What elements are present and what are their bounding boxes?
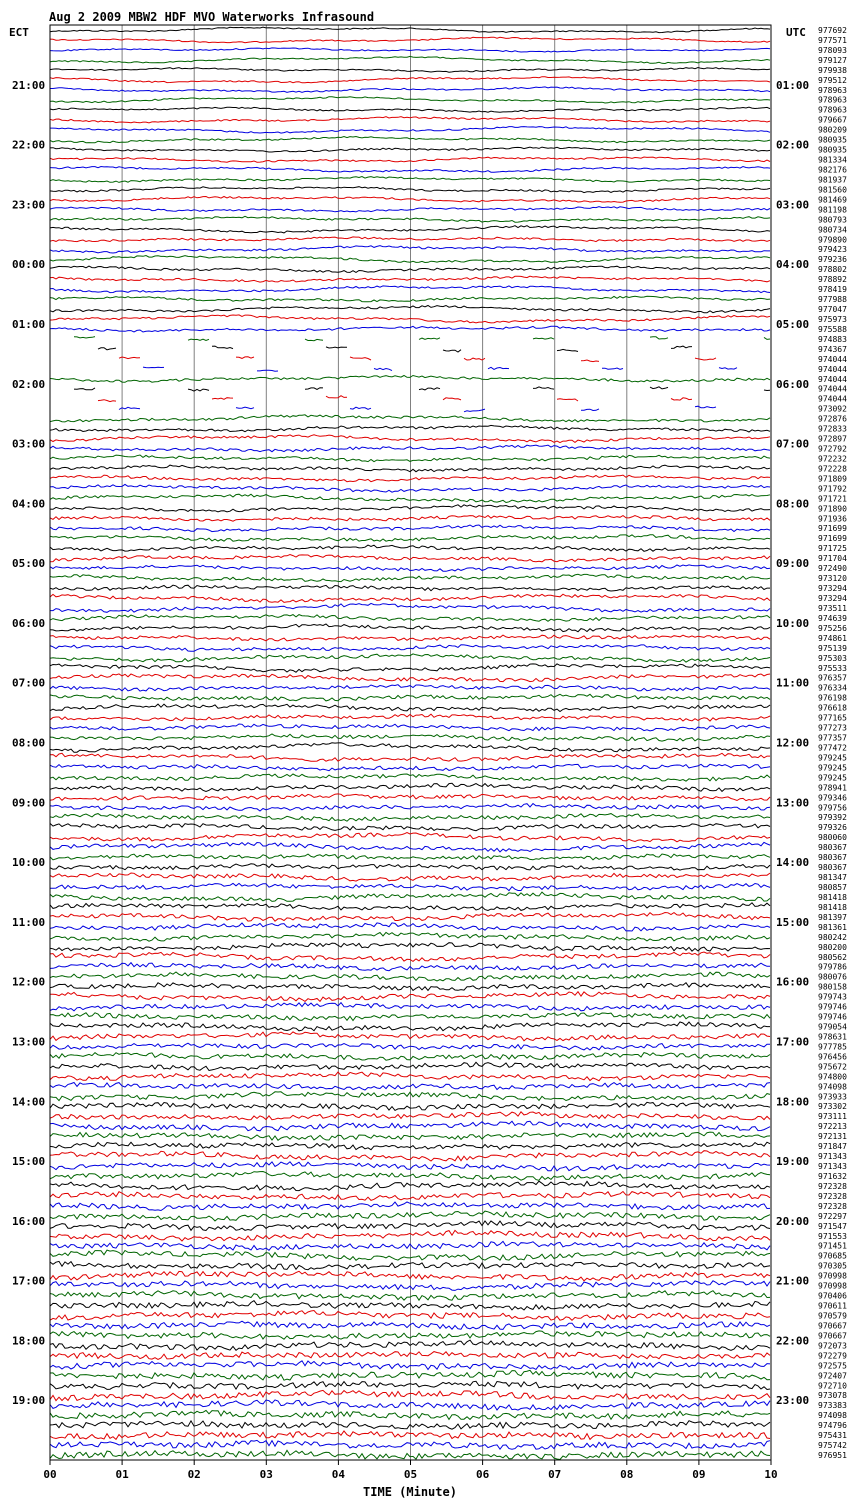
trace-value-label: 971936 [818, 514, 847, 524]
trace-value-label: 971699 [818, 524, 847, 534]
trace-line [143, 367, 737, 371]
right-hour-label: 03:00 [776, 198, 810, 212]
trace-value-label: 980209 [818, 125, 847, 135]
trace-value-label: 979938 [818, 65, 847, 75]
left-hour-label: 00:00 [12, 258, 46, 272]
left-hour-label: 14:00 [12, 1095, 46, 1109]
trace-value-label: 971699 [818, 534, 847, 544]
left-hour-label: 19:00 [12, 1394, 46, 1408]
trace-value-label: 979245 [818, 763, 847, 773]
left-hour-label: 22:00 [12, 138, 46, 152]
trace-value-label: 974044 [818, 354, 847, 364]
right-hour-labels [776, 79, 809, 1407]
trace-value-label: 975742 [818, 1441, 847, 1451]
trace-value-label: 980935 [818, 135, 847, 145]
trace-value-label: 972575 [818, 1361, 847, 1371]
trace-value-label: 972232 [818, 454, 847, 464]
trace-value-label: 980076 [818, 972, 847, 982]
trace-value-label: 981334 [818, 155, 847, 165]
x-tick-label: 04 [331, 1468, 346, 1481]
trace-value-label: 970685 [818, 1251, 847, 1261]
trace-value-label: 972876 [818, 414, 847, 424]
x-tick-label: 10 [764, 1468, 778, 1481]
right-hour-label: 21:00 [776, 1274, 810, 1288]
right-hour-label: 20:00 [776, 1214, 810, 1228]
trace-value-label: 976334 [818, 683, 847, 693]
trace-value-label: 971847 [818, 1142, 847, 1152]
trace-value-label: 980734 [818, 225, 847, 235]
trace-value-label: 977273 [818, 723, 847, 733]
trace-value-label: 974044 [818, 374, 847, 384]
trace-value-label: 977047 [818, 305, 847, 315]
trace-value-label: 981397 [818, 912, 847, 922]
trace-value-label: 972073 [818, 1341, 847, 1351]
trace-value-label: 979245 [818, 773, 847, 783]
trace-value-label: 981560 [818, 185, 847, 195]
trace-value-label: 972328 [818, 1191, 847, 1201]
right-hour-label: 07:00 [776, 437, 810, 451]
x-tick-label: 00 [43, 1468, 57, 1481]
trace-value-label: 970305 [818, 1261, 847, 1271]
trace-line [74, 337, 770, 341]
trace-value-label: 980200 [818, 942, 847, 952]
trace-value-label: 974098 [818, 1082, 847, 1092]
trace-value-label: 970998 [818, 1271, 847, 1281]
trace-value-label: 976618 [818, 703, 847, 713]
trace-value-label: 978963 [818, 85, 847, 95]
left-hour-label: 13:00 [12, 1035, 46, 1049]
trace-value-label: 972792 [818, 444, 847, 454]
trace-value-label: 979392 [818, 813, 847, 823]
trace-value-label: 978963 [818, 95, 847, 105]
left-hour-label: 04:00 [12, 497, 46, 511]
right-hour-label: 15:00 [776, 915, 810, 929]
trace-value-label: 981347 [818, 873, 847, 883]
left-hour-label: 08:00 [12, 736, 46, 750]
trace-value-label: 970998 [818, 1281, 847, 1291]
trace-value-label: 973933 [818, 1092, 847, 1102]
trace-value-label: 971809 [818, 474, 847, 484]
trace-value-label: 976357 [818, 673, 847, 683]
trace-value-label: 982176 [818, 165, 847, 175]
trace-value-label: 974800 [818, 1072, 847, 1082]
x-tick-label: 07 [548, 1468, 562, 1481]
trace-value-label: 977692 [818, 25, 847, 35]
trace-value-label: 979236 [818, 255, 847, 265]
right-hour-label: 01:00 [776, 78, 810, 92]
trace-value-label: 970667 [818, 1321, 847, 1331]
trace-value-label: 974367 [818, 344, 847, 354]
trace-value-label: 971792 [818, 484, 847, 494]
trace-value-label: 973111 [818, 1112, 847, 1122]
trace-value-label: 972228 [818, 464, 847, 474]
trace-line [98, 396, 692, 402]
x-tick-label: 08 [620, 1468, 634, 1481]
trace-value-label: 980367 [818, 863, 847, 873]
trace-value-label: 973294 [818, 594, 847, 604]
left-hour-label: 09:00 [12, 796, 46, 810]
trace-value-label: 974639 [818, 613, 847, 623]
right-hour-label: 10:00 [776, 616, 810, 630]
trace-value-label: 980935 [818, 145, 847, 155]
trace-value-label: 978093 [818, 45, 847, 55]
trace-value-label: 977357 [818, 733, 847, 743]
trace-value-label: 979423 [818, 245, 847, 255]
trace-value-label: 980793 [818, 215, 847, 225]
trace-value-label: 981937 [818, 175, 847, 185]
right-hour-label: 04:00 [776, 258, 810, 272]
trace-value-label: 981418 [818, 902, 847, 912]
trace-value-label: 981469 [818, 195, 847, 205]
trace-value-label: 973302 [818, 1102, 847, 1112]
left-hour-label: 01:00 [12, 317, 46, 331]
trace-value-label: 970611 [818, 1301, 847, 1311]
trace-value-label: 970579 [818, 1311, 847, 1321]
trace-value-label: 976456 [818, 1052, 847, 1062]
left-hour-label: 15:00 [12, 1155, 46, 1169]
trace-value-label: 971547 [818, 1221, 847, 1231]
x-tick-labels [43, 1460, 777, 1481]
left-hour-label: 12:00 [12, 975, 46, 989]
trace-value-label: 975973 [818, 314, 847, 324]
trace-value-label: 975533 [818, 663, 847, 673]
trace-value-label: 970406 [818, 1291, 847, 1301]
trace-value-label: 973383 [818, 1401, 847, 1411]
trace-value-label: 978631 [818, 1032, 847, 1042]
x-axis-label: TIME (Minute) [363, 1485, 457, 1499]
trace-value-label: 971890 [818, 504, 847, 514]
trace-value-label: 977785 [818, 1042, 847, 1052]
trace-value-label: 979667 [818, 115, 847, 125]
x-tick-label: 06 [475, 1468, 490, 1481]
trace-value-label: 979746 [818, 1012, 847, 1022]
trace-value-label: 972833 [818, 424, 847, 434]
x-tick-label: 02 [187, 1468, 201, 1481]
right-hour-label: 11:00 [776, 676, 810, 690]
left-hour-label: 10:00 [12, 856, 46, 870]
trace-value-label: 978941 [818, 783, 847, 793]
right-hour-label: 17:00 [776, 1035, 810, 1049]
left-hour-label: 21:00 [12, 78, 46, 92]
trace-value-label: 975139 [818, 643, 847, 653]
trace-value-label: 972131 [818, 1132, 847, 1142]
trace-value-label: 975303 [818, 653, 847, 663]
right-value-labels [818, 26, 847, 1460]
trace-value-label: 974044 [818, 364, 847, 374]
trace-value-label: 980242 [818, 932, 847, 942]
trace-value-label: 980060 [818, 833, 847, 843]
trace-value-label: 971451 [818, 1241, 847, 1251]
trace-value-label: 971725 [818, 544, 847, 554]
trace-value-label: 974044 [818, 384, 847, 394]
left-hour-label: 03:00 [12, 437, 46, 451]
trace-value-label: 980158 [818, 982, 847, 992]
trace-value-label: 975672 [818, 1062, 847, 1072]
right-hour-label: 16:00 [776, 975, 810, 989]
trace-value-label: 974098 [818, 1411, 847, 1421]
x-tick-label: 09 [692, 1468, 706, 1481]
trace-value-label: 977988 [818, 295, 847, 305]
trace-value-label: 979743 [818, 992, 847, 1002]
left-timezone-label: ECT [9, 26, 29, 39]
left-hour-label: 05:00 [12, 557, 46, 571]
left-hour-label: 23:00 [12, 198, 46, 212]
trace-value-label: 975256 [818, 623, 847, 633]
trace-value-label: 973120 [818, 574, 847, 584]
right-hour-label: 08:00 [776, 497, 810, 511]
trace-value-label: 974861 [818, 633, 847, 643]
trace-value-label: 970667 [818, 1331, 847, 1341]
trace-value-label: 979326 [818, 823, 847, 833]
trace-value-label: 971704 [818, 554, 847, 564]
trace-value-label: 972328 [818, 1201, 847, 1211]
trace-value-label: 976951 [818, 1451, 847, 1461]
right-hour-label: 05:00 [776, 317, 810, 331]
right-hour-label: 18:00 [776, 1095, 810, 1109]
trace-value-label: 980562 [818, 952, 847, 962]
trace-value-label: 973511 [818, 603, 847, 613]
right-hour-label: 12:00 [776, 736, 810, 750]
trace-value-label: 972328 [818, 1181, 847, 1191]
right-hour-label: 23:00 [776, 1394, 810, 1408]
trace-value-label: 979346 [818, 793, 847, 803]
trace-value-label: 981418 [818, 892, 847, 902]
right-timezone-label: UTC [786, 26, 806, 39]
trace-value-label: 977571 [818, 35, 847, 45]
trace-value-label: 979890 [818, 235, 847, 245]
trace-value-label: 972710 [818, 1381, 847, 1391]
trace-value-label: 981198 [818, 205, 847, 215]
left-hour-label: 16:00 [12, 1214, 46, 1228]
trace-value-label: 979786 [818, 962, 847, 972]
trace-value-label: 972407 [818, 1371, 847, 1381]
x-tick-label: 03 [259, 1468, 273, 1481]
trace-value-label: 980367 [818, 843, 847, 853]
trace-value-label: 972279 [818, 1351, 847, 1361]
trace-value-label: 978802 [818, 265, 847, 275]
trace-line [98, 346, 692, 352]
trace-value-label: 979245 [818, 753, 847, 763]
trace-value-label: 978963 [818, 105, 847, 115]
trace-value-label: 971632 [818, 1171, 847, 1181]
trace-value-label: 974883 [818, 334, 847, 344]
trace-value-label: 973092 [818, 404, 847, 414]
right-hour-label: 22:00 [776, 1334, 810, 1348]
trace-value-label: 972490 [818, 564, 847, 574]
trace-value-label: 980367 [818, 853, 847, 863]
trace-value-label: 974796 [818, 1421, 847, 1431]
chart-title: Aug 2 2009 MBW2 HDF MVO Waterworks Infrasound [49, 10, 375, 24]
trace-value-label: 971553 [818, 1231, 847, 1241]
trace-value-label: 972213 [818, 1122, 847, 1132]
trace-value-label: 974044 [818, 394, 847, 404]
trace-value-label: 979127 [818, 55, 847, 65]
left-hour-label: 17:00 [12, 1274, 46, 1288]
trace-value-label: 977165 [818, 713, 847, 723]
right-hour-label: 19:00 [776, 1155, 810, 1169]
trace-value-label: 971343 [818, 1162, 847, 1172]
trace-value-label: 978892 [818, 275, 847, 285]
left-hour-label: 02:00 [12, 377, 46, 391]
trace-value-label: 976198 [818, 693, 847, 703]
trace-value-label: 979756 [818, 803, 847, 813]
right-hour-label: 06:00 [776, 377, 810, 391]
trace-value-label: 972297 [818, 1211, 847, 1221]
right-hour-label: 13:00 [776, 796, 810, 810]
left-hour-label: 07:00 [12, 676, 46, 690]
trace-value-label: 979512 [818, 75, 847, 85]
trace-value-label: 975431 [818, 1431, 847, 1441]
trace-value-label: 979054 [818, 1022, 847, 1032]
trace-value-label: 978419 [818, 285, 847, 295]
right-hour-label: 09:00 [776, 557, 810, 571]
trace-value-label: 973294 [818, 584, 847, 594]
trace-value-label: 979746 [818, 1002, 847, 1012]
left-hour-label: 18:00 [12, 1334, 46, 1348]
left-hour-label: 11:00 [12, 915, 46, 929]
trace-value-label: 973078 [818, 1391, 847, 1401]
right-hour-label: 02:00 [776, 138, 810, 152]
trace-value-label: 971343 [818, 1152, 847, 1162]
right-hour-label: 14:00 [776, 856, 810, 870]
x-tick-label: 05 [403, 1468, 418, 1481]
left-hour-label: 06:00 [12, 616, 46, 630]
trace-value-label: 975588 [818, 324, 847, 334]
x-tick-label: 01 [115, 1468, 129, 1481]
trace-line [74, 387, 770, 391]
left-hour-labels [12, 79, 45, 1407]
trace-value-label: 977472 [818, 743, 847, 753]
trace-value-label: 971721 [818, 494, 847, 504]
trace-value-label: 972897 [818, 434, 847, 444]
trace-value-label: 981361 [818, 922, 847, 932]
trace-value-label: 980857 [818, 882, 847, 892]
